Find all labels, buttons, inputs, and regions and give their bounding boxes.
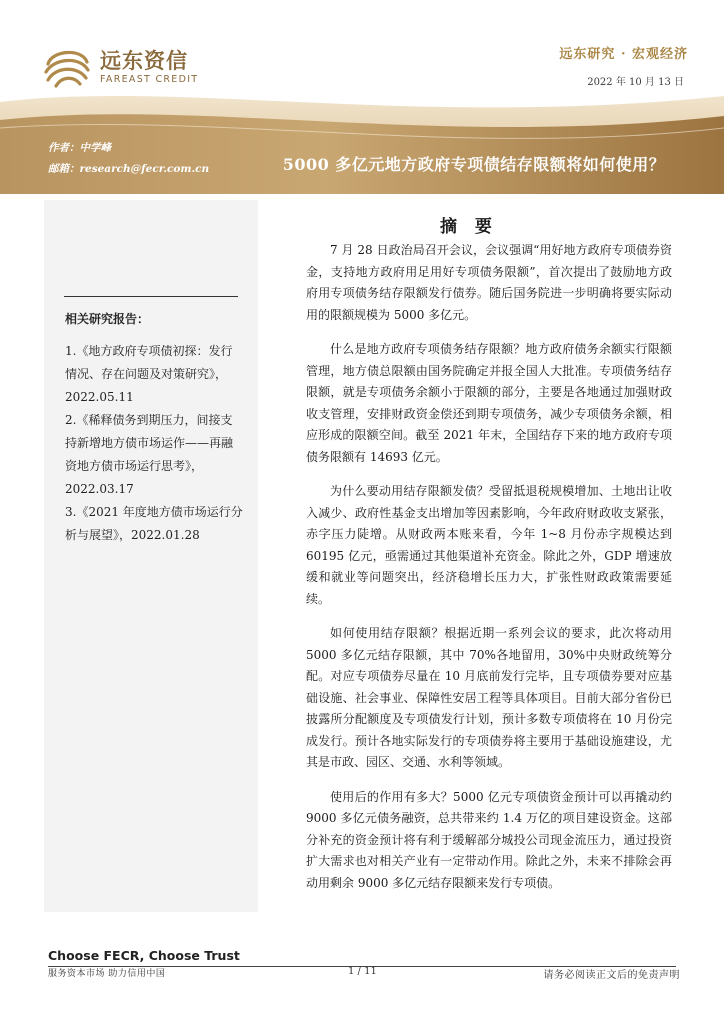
footer-tagline: 服务资本市场 助力信用中国: [48, 969, 166, 979]
disclaimer-note[interactable]: 请务必阅读正文后的免责声明: [543, 970, 680, 981]
author: 作者：中学峰: [48, 142, 111, 154]
report-series: 远东研究 · 宏观经济: [559, 47, 688, 62]
related-report-item[interactable]: 2.《稀释债务到期压力，间接支持新增地方债市场运作——再融资地方债市场运行思考》，2022.03.17: [65, 413, 234, 496]
sidebar: [44, 200, 258, 912]
author-email: 邮箱：research@fecr.com.cn: [48, 163, 210, 175]
related-report-item[interactable]: 3.《2021 年度地方债市场运行分析与展望》，2022.01.28: [65, 505, 243, 542]
abstract-paragraph: 7 月 28 日政治局召开会议，会议强调“用好地方政府专项债券资金，支持地方政府用足用好专项债务限额”，首次提出了鼓励地方政府用专项债务结存限额发行债券。随后国务院进一步明确将要实际动用的限额规模为 5000 多亿元。: [306, 243, 672, 322]
related-report-item[interactable]: 1.《地方政府专项债初探：发行情况、存在问题及对策研究》，2022.05.11: [65, 344, 233, 404]
company-logo: [42, 44, 198, 90]
related-reports-title: 相关研究报告：: [65, 312, 150, 326]
report-title: 5000 多亿元地方政府专项债结存限额将如何使用？: [282, 155, 666, 174]
report-date: 2022 年 10 月 13 日: [587, 77, 684, 88]
abstract-paragraph: 什么是地方政府专项债务结存限额？地方政府债务余额实行限额管理，地方债总限额由国务院确定并报全国人大批准。专项债务结存限额，就是专项债务余额小于限额的部分，主要是各地通过加强财政收支管理，安排财政资金偿还到期专项债务，减少专项债务余额，相应形成的限额空间。截至 2021 年末，全国结存下来的地方政府专项债务限额有 14693 亿元。: [306, 342, 672, 464]
abstract-paragraph: 如何使用结存限额？根据近期一系列会议的要求，此次将动用 5000 多亿元结存限额，其中 70%各地留用，30%中央财政统筹分配。对应专项债券尽量在 10 月底前发行完毕，且专项债券要对应基础设施、社会事业、保障性安居工程等具体项目。目前大部分省份已披露所分配额度及专项债发行计划，预计多数专项债将在 10 月份完成发行。预计各地实际发行的专项债券将主要用于基础设施建设，尤其是市政、园区、交通、水利等领域。: [306, 626, 672, 769]
abstract-title: 摘 要: [440, 217, 498, 237]
abstract-paragraph: 使用后的作用有多大？5000 亿元专项债资金预计可以再撬动约 9000 多亿元债务融资，总共带来约 1.4 万亿的项目建设资金。这部分补充的资金预计将有利于缓解部分城投公司现金流压力，通过投资扩大需求也对相关产业有一定带动作用。除此之外，未来不排除会再动用剩余 9000 多亿元结存限额来发行专项债。: [306, 789, 672, 890]
sidebar-divider: [64, 296, 238, 297]
fecr-logo-icon: [42, 44, 92, 90]
abstract-body: [306, 240, 672, 907]
page-number: 1 / 11: [348, 966, 377, 977]
abstract-paragraph: 为什么要动用结存限额发债？受留抵退税规模增加、土地出让收入减少、政府性基金支出增加等因素影响，今年政府财政收支紧张，赤字压力陡增。从财政两本账来看，今年 1~8 月份赤字规模达到 60195 亿元，亟需通过其他渠道补充资金。除此之外，GDP 增速放缓和就业等问题突出，经济稳增长压力大，扩张性财政政策需要延续。: [306, 484, 672, 606]
brand-name-en: FAREAST CREDIT: [100, 73, 199, 85]
related-reports-list: [65, 340, 243, 547]
brand-name-cn: 远东资信: [100, 48, 188, 73]
footer-slogan: Choose FECR, Choose Trust: [48, 948, 240, 963]
